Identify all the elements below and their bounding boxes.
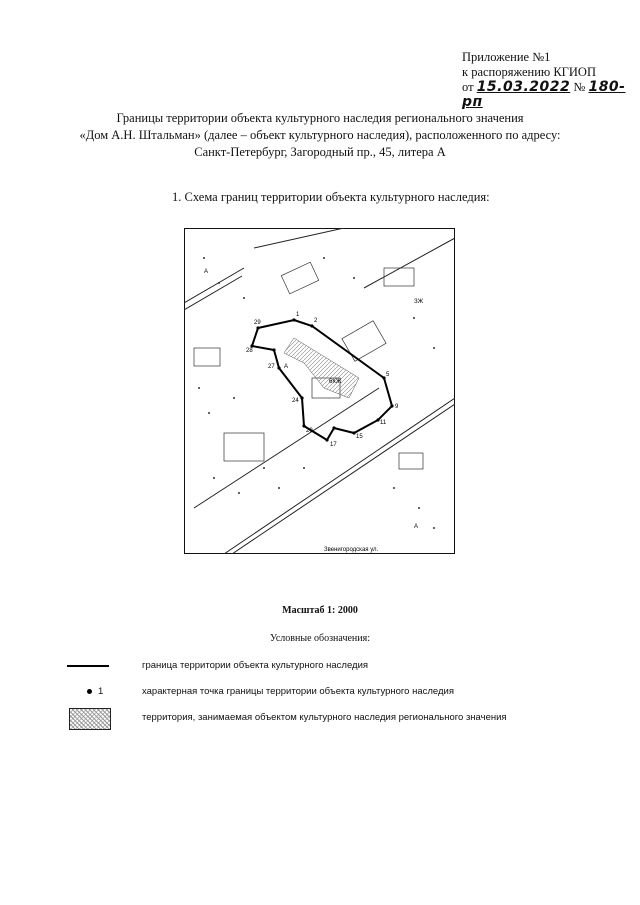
number-prefix: № — [573, 80, 586, 94]
boundary-line-symbol — [67, 665, 109, 667]
point-dot-label: 1 — [98, 686, 104, 697]
legend-text-territory: территория, занимаемая объектом культурного наследия регионального значения — [142, 712, 507, 723]
point-label-5: 5 — [386, 372, 390, 378]
title-line3: Санкт-Петербург, Загородный пр., 45, литера А — [194, 145, 446, 159]
legend-text-point: характерная точка границы территории объекта культурного наследия — [142, 686, 454, 697]
appendix-date-line — [462, 80, 640, 110]
title-line2: «Дом А.Н. Штальман» (далее – объект культурного наследия), расположенного по адресу: — [79, 128, 561, 142]
point-dot-symbol — [87, 689, 92, 694]
point-label-17: 17 — [330, 442, 337, 448]
appendix-line1: Приложение №1 — [462, 50, 551, 64]
map-mark-building: 6КЖ — [329, 379, 342, 385]
document-title — [40, 110, 600, 161]
point-label-2: 2 — [314, 318, 318, 324]
appendix-block — [462, 50, 640, 110]
point-label-9: 9 — [395, 404, 399, 410]
legend-text-boundary: граница территории объекта культурного наследия — [142, 660, 369, 671]
handwritten-number: 180-рп — [462, 79, 626, 110]
hatch-symbol — [69, 708, 111, 730]
handwritten-date: 15.03.2022 — [476, 79, 571, 95]
point-label-29: 29 — [254, 320, 261, 326]
point-label-28: 28 — [246, 348, 253, 354]
legend-title: Условные обозначения: — [269, 633, 370, 644]
boundary-map — [184, 228, 455, 554]
point-label-20: 20 — [306, 428, 313, 434]
point-label-1: 1 — [296, 312, 300, 318]
point-label-24: 24 — [292, 398, 299, 404]
point-label-27: 27 — [268, 364, 275, 370]
map-scale: Масштаб 1: 2000 — [282, 605, 358, 616]
title-line1: Границы территории объекта культурного наследия регионального значения — [116, 111, 524, 125]
date-prefix: от — [462, 80, 474, 94]
point-label-11: 11 — [380, 420, 387, 426]
map-street-label: Звенигородская ул. — [324, 547, 379, 553]
map-mark-a2: А — [414, 524, 419, 530]
section-heading: 1. Схема границ территории объекта культурного наследия: — [172, 190, 490, 204]
map-mark-a3: А — [284, 364, 289, 370]
map-mark-zh: ЗЖ — [414, 299, 424, 305]
appendix-line2: к распоряжению КГИОП — [462, 65, 596, 79]
point-label-15: 15 — [356, 434, 363, 440]
map-mark-a: А — [204, 269, 209, 275]
